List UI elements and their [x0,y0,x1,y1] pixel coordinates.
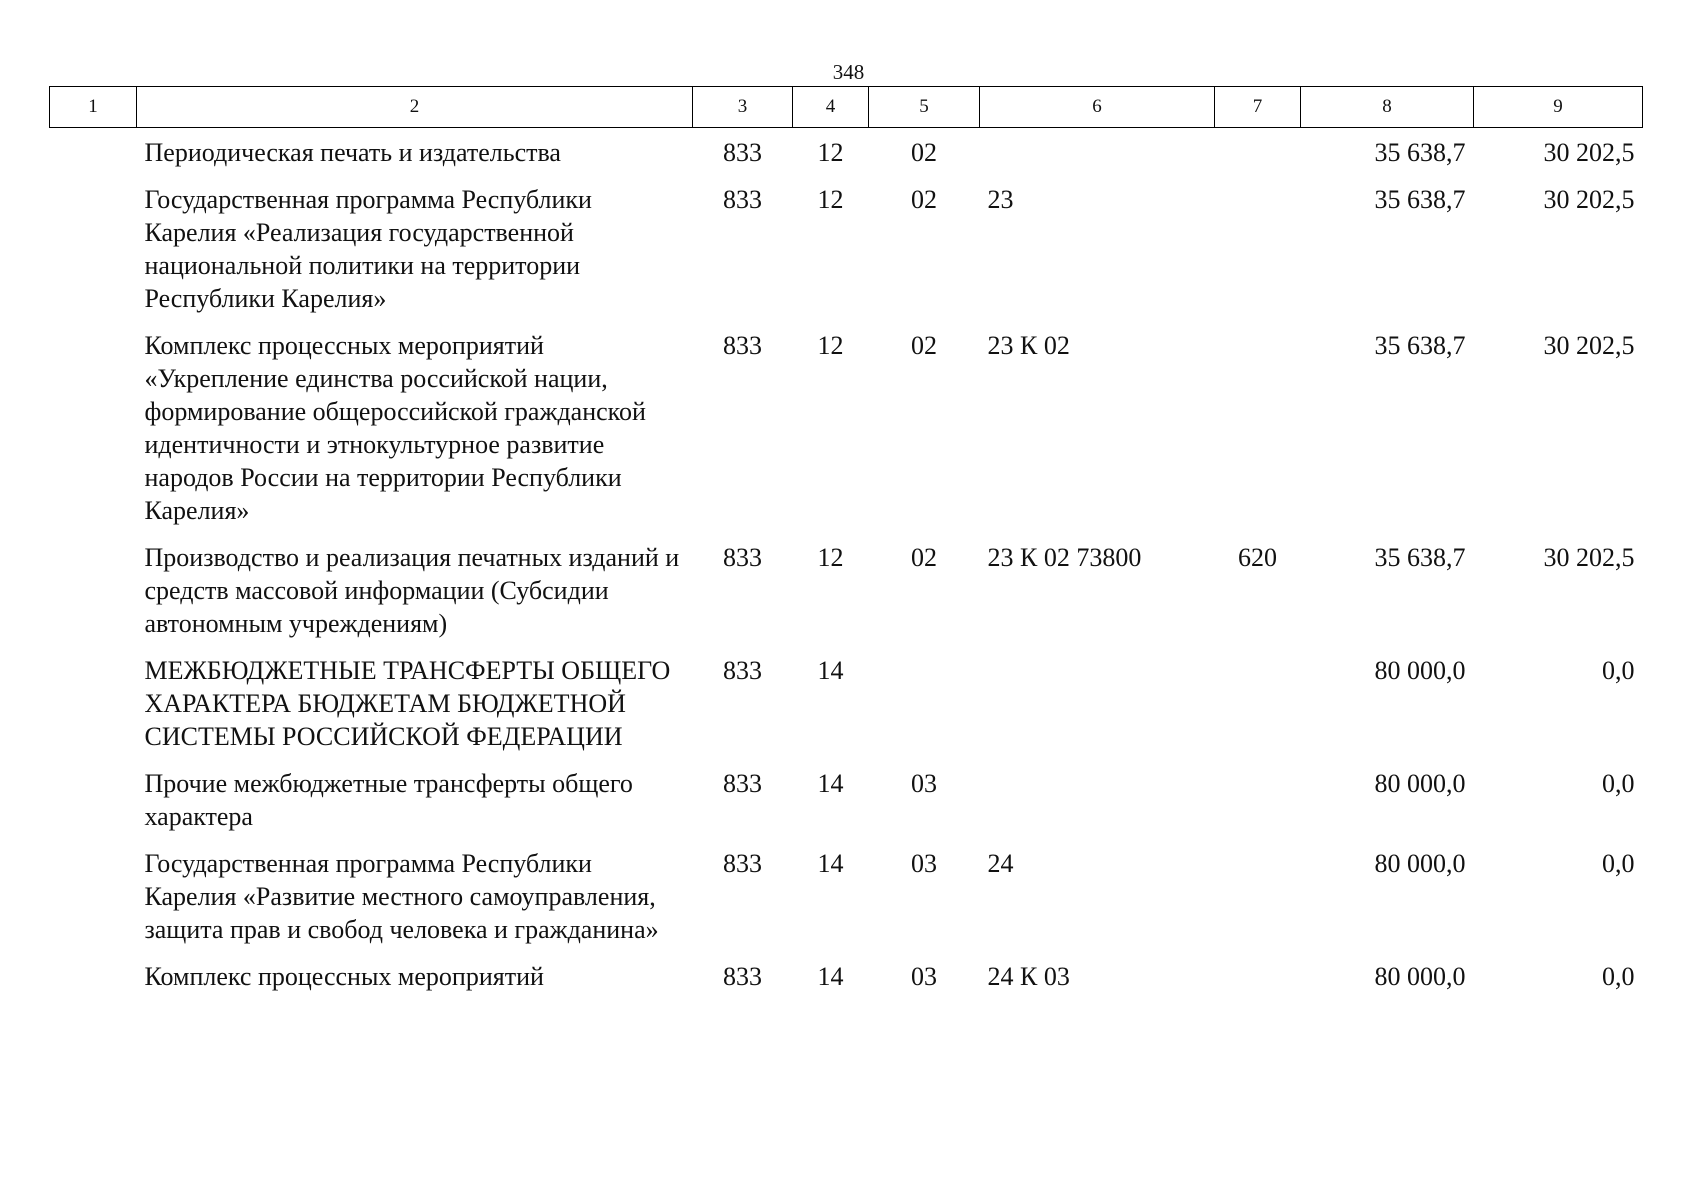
row-code-3: 833 [723,849,762,878]
row-code-6 [980,759,1215,839]
row-empty-cell [50,128,137,176]
column-header: 7 [1215,87,1301,128]
row-amount-9: 0,0 [1602,656,1635,685]
row-empty-cell [50,321,137,533]
row-code-3: 833 [723,331,762,360]
row-name: МЕЖБЮДЖЕТНЫЕ ТРАНСФЕРТЫ ОБЩЕГО ХАРАКТЕРА БЮДЖЕТАМ БЮДЖЕТНОЙ СИСТЕМЫ РОССИЙСКОЙ ФЕДЕРАЦИИ [144,656,671,751]
row-code-3: 833 [723,138,762,167]
row-code-5: 02 [911,138,937,167]
row-empty-cell [50,839,137,952]
row-code-4: 12 [817,138,844,167]
row-code-5 [869,646,980,759]
column-header: 5 [869,87,980,128]
row-code-6 [980,646,1215,759]
row-amount-8: 80 000,0 [1374,849,1466,878]
row-name: Государственная программа Республики Карелия «Реализация государственной национальной политики на территории Республики Карелия» [144,185,592,313]
row-code-6: 23 К 02 [987,331,1070,360]
row-code-6: 23 К 02 73800 [987,543,1142,572]
row-amount-9: 30 202,5 [1543,138,1635,167]
row-amount-8: 35 638,7 [1374,138,1466,167]
row-amount-8: 35 638,7 [1374,543,1466,572]
column-header: 2 [137,87,693,128]
column-header: 8 [1301,87,1474,128]
row-code-7 [1215,952,1301,999]
column-header: 9 [1474,87,1643,128]
row-code-4: 14 [817,962,844,991]
row-code-5: 02 [911,543,937,572]
column-number-header [50,87,1643,128]
row-code-4: 14 [817,769,844,798]
table-row [50,646,1643,759]
budget-table [49,86,1643,999]
row-code-4: 12 [817,331,844,360]
row-code-3: 833 [723,769,762,798]
row-empty-cell [50,646,137,759]
row-empty-cell [50,759,137,839]
row-amount-8: 80 000,0 [1374,656,1466,685]
table-row [50,839,1643,952]
row-name: Комплекс процессных мероприятий [144,962,544,991]
row-amount-9: 0,0 [1602,849,1635,878]
row-code-4: 12 [817,185,844,214]
row-empty-cell [50,533,137,646]
row-name: Комплекс процессных мероприятий «Укрепление единства российской нации, формирование общероссийской гражданской идентичности и этнокультурное развитие народов России на территории Республики Карелия» [144,331,646,525]
table-row [50,128,1643,176]
row-code-7 [1215,759,1301,839]
row-amount-8: 35 638,7 [1374,185,1466,214]
row-amount-9: 30 202,5 [1543,185,1635,214]
row-code-6: 24 К 03 [987,962,1070,991]
row-code-7 [1215,839,1301,952]
column-header: 6 [980,87,1215,128]
row-amount-8: 35 638,7 [1374,331,1466,360]
row-code-6: 23 [987,185,1014,214]
row-code-4: 12 [817,543,844,572]
row-code-7 [1215,646,1301,759]
row-name: Периодическая печать и издательства [144,138,561,167]
column-header: 3 [693,87,793,128]
row-name: Производство и реализация печатных изданий и средств массовой информации (Субсидии автономным учреждениям) [144,543,680,638]
row-code-3: 833 [723,543,762,572]
row-code-5: 02 [911,185,937,214]
row-amount-9: 30 202,5 [1543,331,1635,360]
table-row [50,321,1643,533]
row-code-6: 24 [987,849,1014,878]
row-code-3: 833 [723,962,762,991]
column-header: 1 [50,87,137,128]
row-amount-9: 30 202,5 [1543,543,1635,572]
row-code-7 [1215,128,1301,176]
row-amount-8: 80 000,0 [1374,962,1466,991]
row-code-3: 833 [723,656,762,685]
row-code-5: 03 [911,769,937,798]
row-code-6 [980,128,1215,176]
row-code-4: 14 [817,849,844,878]
row-name: Прочие межбюджетные трансферты общего характера [144,769,633,831]
table-row [50,175,1643,321]
row-code-7 [1215,321,1301,533]
row-code-5: 03 [911,849,937,878]
column-header: 4 [793,87,869,128]
row-empty-cell [50,175,137,321]
row-code-5: 03 [911,962,937,991]
row-code-4: 14 [817,656,844,685]
table-row [50,533,1643,646]
row-name: Государственная программа Республики Карелия «Развитие местного самоуправления, защита прав и свобод человека и гражданина» [144,849,659,944]
row-code-7: 620 [1238,543,1277,572]
row-code-7 [1215,175,1301,321]
page-number: 348 [832,60,865,84]
row-empty-cell [50,952,137,999]
row-amount-9: 0,0 [1602,769,1635,798]
row-code-5: 02 [911,331,937,360]
row-amount-9: 0,0 [1602,962,1635,991]
row-amount-8: 80 000,0 [1374,769,1466,798]
row-code-3: 833 [723,185,762,214]
table-row [50,759,1643,839]
table-row [50,952,1643,999]
